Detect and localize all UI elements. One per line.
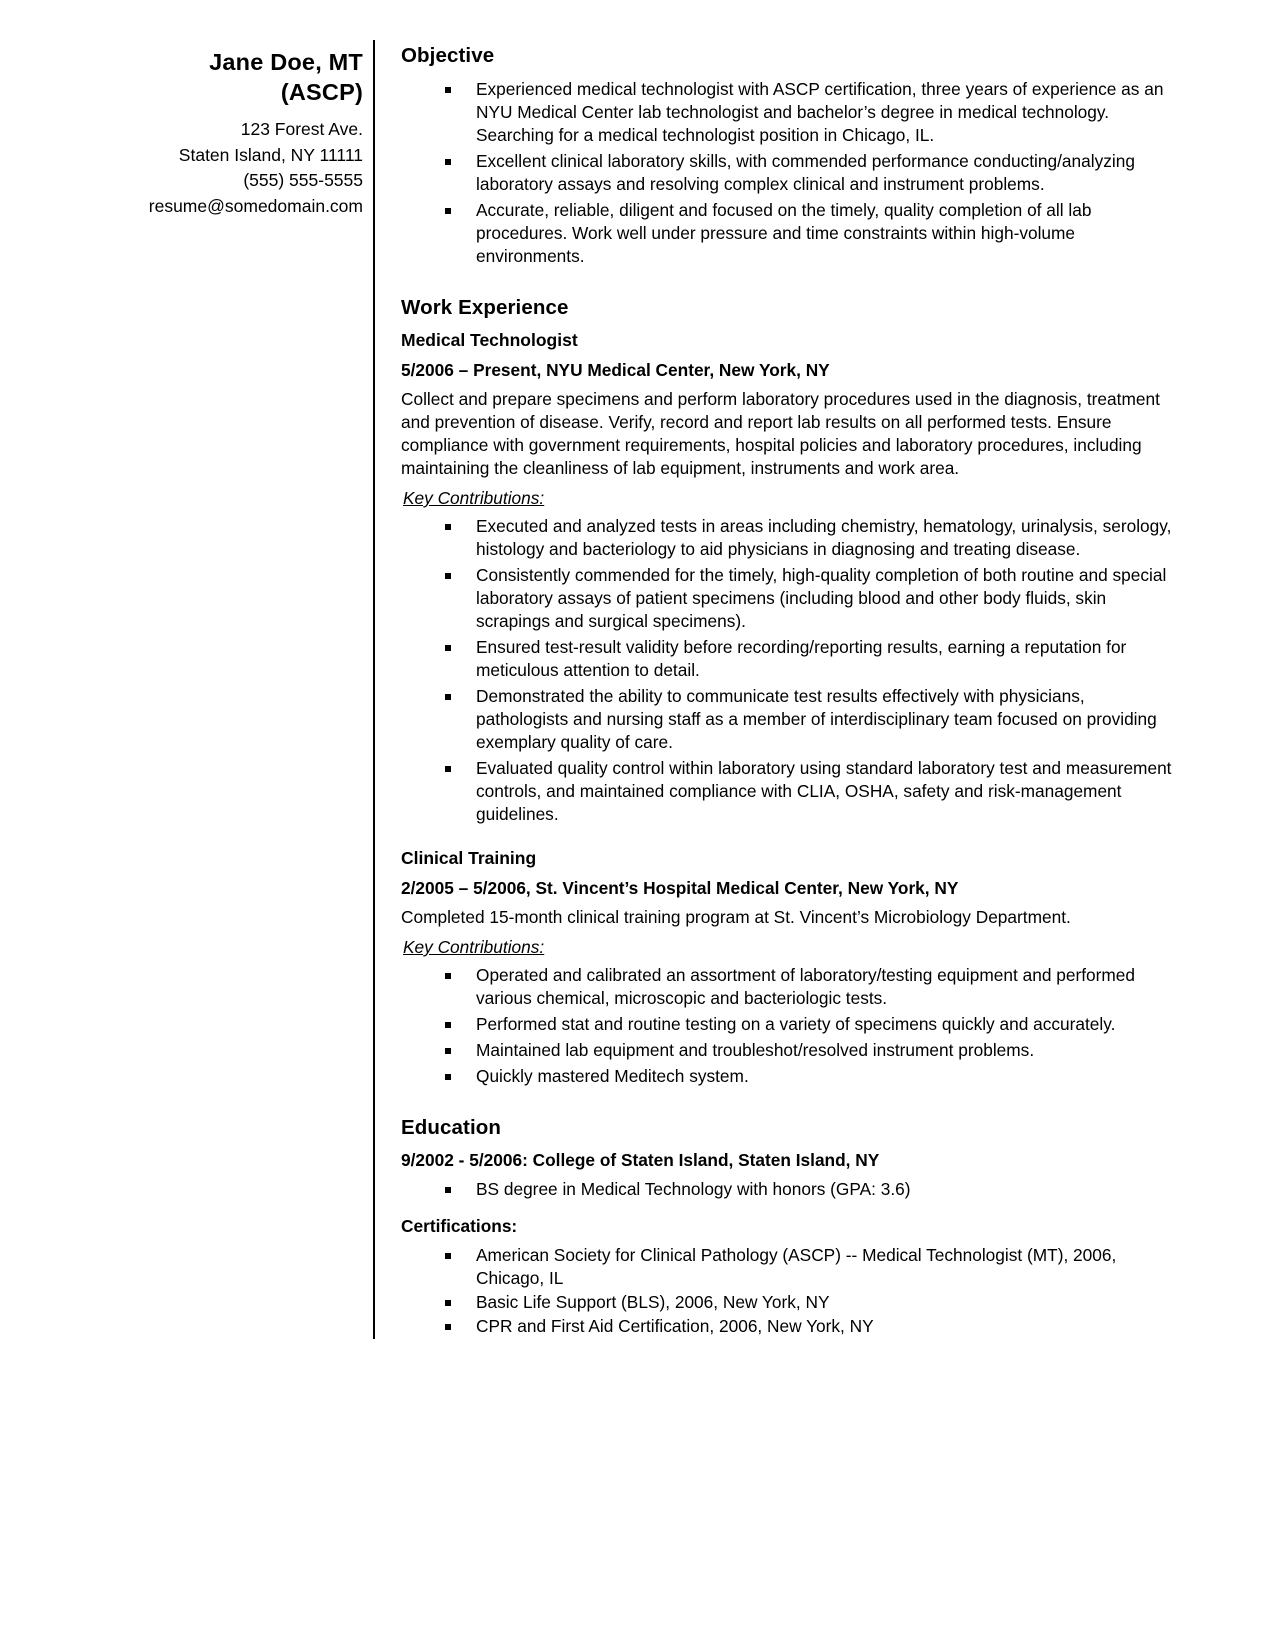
resume-body: [120, 40, 1180, 1339]
list-item: Ensured test-result validity before recording/reporting results, earning a reputation for meticulous attention to detail.: [401, 636, 1180, 682]
education-school-line: 9/2002 - 5/2006: College of Staten Island, Staten Island, NY: [401, 1150, 880, 1170]
work-experience-heading: Work Experience: [401, 296, 569, 319]
list-item: Performed stat and routine testing on a variety of specimens quickly and accurately.: [401, 1013, 1180, 1036]
list-item: Experienced medical technologist with ASCP certification, three years of experience as an NYU Medical Center lab technologist and bachelor’s degree in medical technology. Searching for a medical technologist position in Chicago, IL.: [401, 78, 1180, 147]
key-contributions-label-0: Key Contributions:: [403, 488, 545, 508]
contact-city-state-zip: Staten Island, NY 11111: [178, 144, 363, 165]
list-item: Consistently commended for the timely, high-quality completion of both routine and special laboratory assays of patient specimens (including blood and other body fluids, skin scrapings and surgical specimens).: [401, 564, 1180, 633]
contact-info: [120, 117, 363, 219]
list-item: American Society for Clinical Pathology (ASCP) -- Medical Technologist (MT), 2006, Chicago, IL: [401, 1244, 1180, 1290]
contact-address: 123 Forest Ave.: [240, 119, 363, 140]
objective-heading: Objective: [401, 44, 495, 67]
key-contributions-label-1: Key Contributions:: [403, 937, 545, 957]
certifications-label: Certifications:: [401, 1216, 518, 1236]
list-item: Maintained lab equipment and troubleshot/resolved instrument problems.: [401, 1039, 1180, 1062]
key-contributions-list-1: [401, 964, 1180, 1088]
job-description-0: Collect and prepare specimens and perform laboratory procedures used in the diagnosis, treatment and prevention of disease. Verify, record and report lab results on all performed tests. Ensure compliance with government requirements, hospital policies and laboratory procedures, including maintaining the cleanliness of lab equipment, instruments and work area.: [401, 389, 1160, 478]
content-column: [375, 40, 1180, 1339]
objective-bullet-list: [401, 78, 1180, 268]
certifications-list: [401, 1244, 1180, 1338]
job-title-0: Medical Technologist: [401, 330, 578, 350]
contact-column: [120, 40, 375, 1339]
list-item: Evaluated quality control within laboratory using standard laboratory test and measurement controls, and maintained compliance with CLIA, OSHA, safety and risk-management guidelines.: [401, 757, 1180, 826]
list-item: Operated and calibrated an assortment of laboratory/testing equipment and performed various chemical, microscopic and bacteriologic tests.: [401, 964, 1180, 1010]
contact-phone: (555) 555-5555: [243, 170, 363, 191]
job-dates-employer-0: 5/2006 – Present, NYU Medical Center, New York, NY: [401, 360, 830, 380]
job-description-1: Completed 15-month clinical training program at St. Vincent’s Microbiology Department.: [401, 907, 1071, 927]
list-item: Basic Life Support (BLS), 2006, New York, NY: [401, 1291, 1180, 1314]
list-item: Executed and analyzed tests in areas including chemistry, hematology, urinalysis, serology, histology and bacteriology to aid physicians in diagnosing and treating disease.: [401, 515, 1180, 561]
list-item: BS degree in Medical Technology with honors (GPA: 3.6): [401, 1178, 1180, 1201]
list-item: CPR and First Aid Certification, 2006, New York, NY: [401, 1315, 1180, 1338]
candidate-name: [120, 47, 363, 107]
contact-email: resume@somedomain.com: [148, 195, 363, 216]
job-title-1: Clinical Training: [401, 848, 537, 868]
list-item: Demonstrated the ability to communicate test results effectively with physicians, pathologists and nursing staff as a member of interdisciplinary team focused on providing exemplary quality of care.: [401, 685, 1180, 754]
education-heading: Education: [401, 1116, 501, 1139]
list-item: Quickly mastered Meditech system.: [401, 1065, 1180, 1088]
job-dates-employer-1: 2/2005 – 5/2006, St. Vincent’s Hospital Medical Center, New York, NY: [401, 878, 959, 898]
key-contributions-list-0: [401, 515, 1180, 826]
candidate-name-line2: (ASCP): [280, 79, 363, 106]
candidate-name-line1: Jane Doe, MT: [209, 49, 363, 75]
list-item: Excellent clinical laboratory skills, with commended performance conducting/analyzing laboratory assays and resolving complex clinical and instrument problems.: [401, 150, 1180, 196]
list-item: Accurate, reliable, diligent and focused on the timely, quality completion of all lab procedures. Work well under pressure and time constraints within high-volume environments.: [401, 199, 1180, 268]
education-degree-list: [401, 1178, 1180, 1201]
